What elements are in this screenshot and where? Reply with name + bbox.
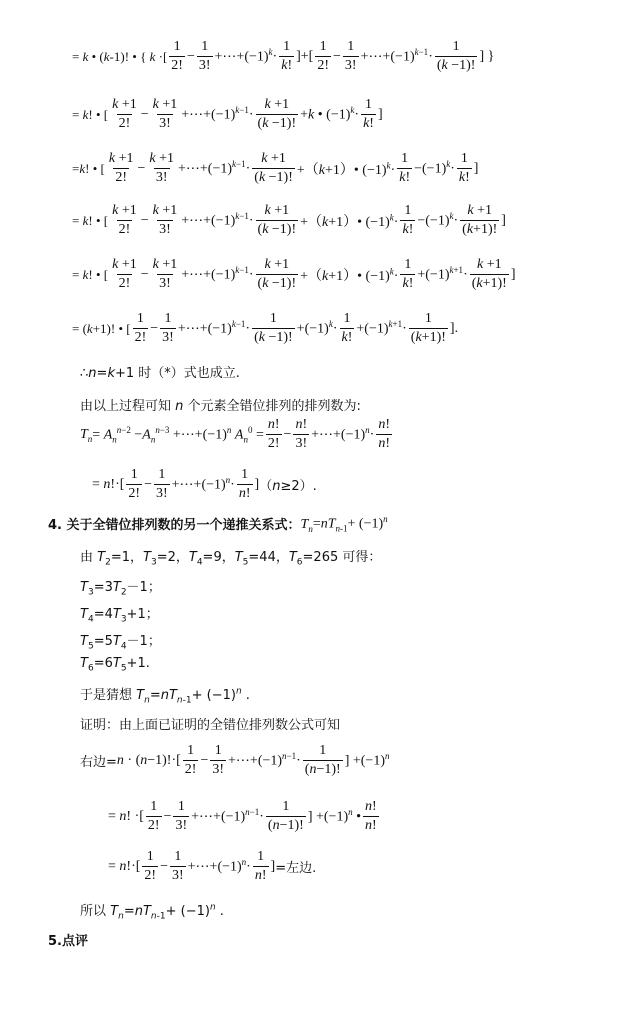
text-line-15: $T_5=5T_4-1$； — [80, 634, 161, 652]
text-line-16: $T_6=6T_5+1$. — [80, 656, 150, 674]
text-line-8: 由以上过程可知 n 个元素全错位排列的排列数为: — [80, 399, 361, 414]
text-line-17: 于是猜想 $T_n=nT_{n-1}+ (-1)^n$ . — [80, 686, 250, 706]
text-line-6: = (k+1)! • [ $\frac{1}{2!}$ − $\frac{1}{3!}$ $+\cdots+(-1)^{k-1}\cdot$ $\frac{1}{(k -1)!}$ $+(-1)^k\cdot$ $\frac{1}{k!}$ $+(-1)^{k+1}\cdot$ $\frac{1}{(k+1)!}$ ]. — [72, 311, 459, 345]
text-line-10: = n!·[ $\frac{1}{2!}$ − $\frac{1}{3!}$ $+\cdots+(-1)^n\cdot$ $\frac{1}{n!}$ ] （n≥2）. — [92, 467, 317, 501]
text-line-7: ∴n=k+1 时（*）式也成立. — [80, 366, 240, 381]
text-line-3: =k! • [ $\frac{k +1}{2!}$ − $\frac{k +1}{3!}$ $+\cdots+(-1)^{k-1}\cdot$ $\frac{k +1}{(k -1)!}$ +（k+1）• $(-1)^k\cdot$ $\frac{1}{k!}$ $-(-1)^k\cdot$ $\frac{1}{k!}$ ] — [72, 151, 479, 185]
text-line-5: = k! • [ $\frac{k +1}{2!}$ − $\frac{k +1}{3!}$ $+\cdots+(-1)^{k-1}\cdot$ $\frac{k +1}{(k -1)!}$ +（k+1）• $(-1)^k\cdot$ $\frac{1}{k!}$ $+(-1)^{k+1}\cdot$ $\frac{k +1}{(k+1)!}$ ] — [72, 257, 516, 291]
text-line-14: $T_4=4T_3+1$； — [80, 607, 159, 625]
text-line-21: = n!·[ $\frac{1}{2!}$ − $\frac{1}{3!}$ $+\cdots+(-1)^n\cdot$ $\frac{1}{n!}$ ] =左边. — [108, 849, 317, 883]
text-line-23: 5.点评 — [48, 934, 88, 949]
text-line-18: 证明：由上面已证明的全错位排列数公式可知 — [80, 718, 341, 733]
text-line-22: 所以 $T_n=nT_{n-1}+ (-1)^n$ . — [80, 902, 224, 922]
text-line-13: $T_3=3T_2-1$； — [80, 580, 161, 598]
text-line-11: 4. 关于全错位排列数的另一个递推关系式： $T_n=nT_{n-1}+ (-1)^n$ — [48, 514, 388, 534]
text-line-4: = k! • [ $\frac{k +1}{2!}$ − $\frac{k +1}{3!}$ $+\cdots+(-1)^{k-1}\cdot$ $\frac{k +1}{(k -1)!}$ +（k+1）• $(-1)^k\cdot$ $\frac{1}{k!}$ $-(-1)^k\cdot$ $\frac{k +1}{(k+1)!}$ ] — [72, 203, 506, 237]
text-line-19: 右边= n · (n−1)!·[ $\frac{1}{2!}$ − $\frac{1}{3!}$ $+\cdots+(-1)^{n-1}\cdot$ $\frac{1}{(n-1)!}$ ] $+(-1)^n$ — [80, 743, 390, 777]
text-line-12: 由 $T_2=1$，$T_3=2$，$T_4=9$，$T_5=44$，$T_6=265$ 可得： — [80, 550, 382, 568]
text-line-20: = n! ·[ $\frac{1}{2!}$ − $\frac{1}{3!}$ $+\cdots+(-1)^{n-1}\cdot$ $\frac{1}{(n-1)!}$ ] $+(-1)^n$ • $\frac{n!}{n!}$ — [108, 799, 377, 833]
text-line-1: = k • (k-1)! • { k ·[ $\frac{1}{2!}$ − $\frac{1}{3!}$ $+\cdots+(-1)^k\cdot$ $\frac{1}{k!}$ ]+[ $\frac{1}{2!}$ − $\frac{1}{3!}$ $+\cdots+(-1)^{k-1}\cdot$ $\frac{1}{(k -1)!}$ ] } — [72, 39, 495, 73]
text-line-2: = k! • [ $\frac{k +1}{2!}$ − $\frac{k +1}{3!}$ $+\cdots+(-1)^{k-1}\cdot$ $\frac{k +1}{(k -1)!}$ +k • $(-1)^k\cdot$ $\frac{1}{k!}$ ] — [72, 97, 383, 131]
text-line-9: $T_n= A_n^{n-2} -A_n^{n-3}$ $+\cdots+(-1)^n$ $A_n^0$ = $\frac{n!}{2!}$ − $\frac{n!}{3!}$ $+\cdots+(-1)^n\cdot$ $\frac{n!}{n!}$ — [80, 417, 390, 451]
